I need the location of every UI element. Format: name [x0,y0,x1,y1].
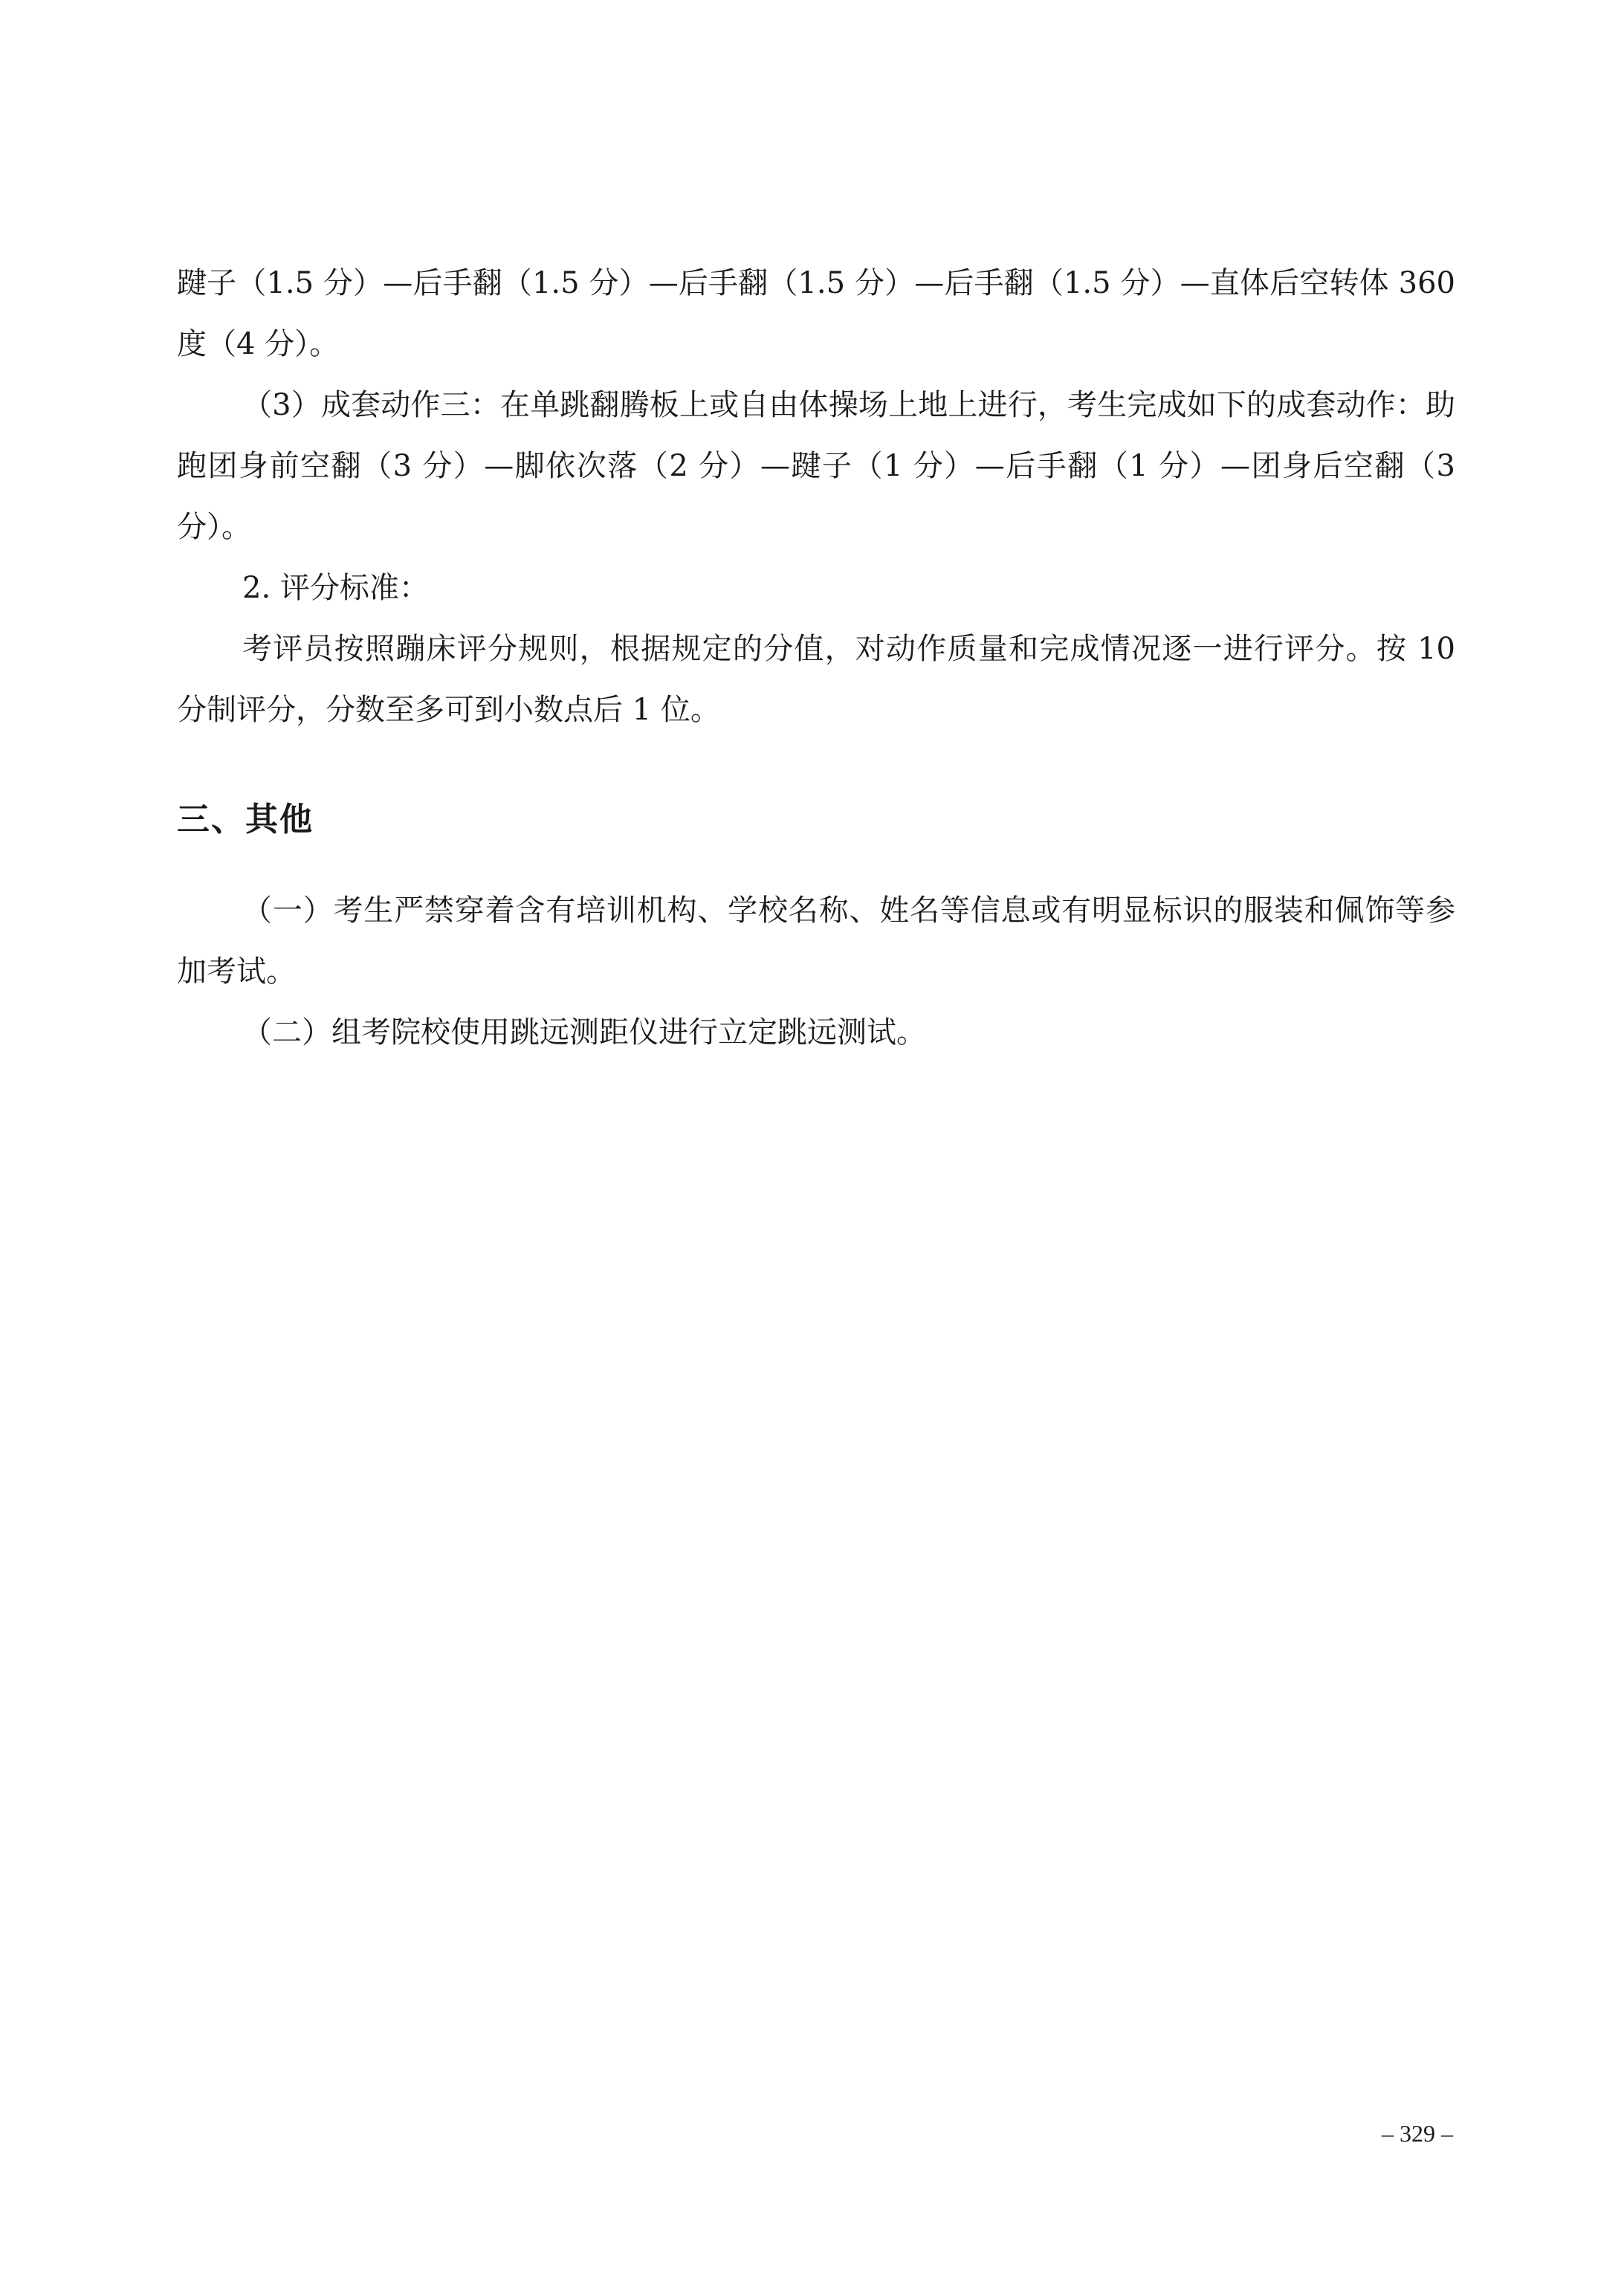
paragraph-movement-two-continued: 踺子（1.5 分）—后手翻（1.5 分）—后手翻（1.5 分）—后手翻（1.5 分）—直体后空转体 360 度（4 分）。 [177,266,1455,361]
paragraph-dress-code: （一）考生严禁穿着含有培训机构、学校名称、姓名等信息或有明显标识的服装和佩饰等参加考试。 [177,893,1455,989]
paragraph-scoring-title: 2. 评分标准： [242,571,429,605]
section-heading-other: 三、其他 [177,801,314,838]
paragraph-movement-three: （3）成套动作三：在单跳翻腾板上或自由体操场上地上进行，考生完成如下的成套动作：助跑团身前空翻（3 分）—脚依次落（2 分）—踺子（1 分）—后手翻（1 分）—团身后空翻（3 分）。 [177,388,1455,544]
paragraph-scoring-rules: 考评员按照蹦床评分规则，根据规定的分值，对动作质量和完成情况逐一进行评分。按 10 分制评分，分数至多可到小数点后 1 位。 [177,632,1455,727]
page-content [177,253,1455,1063]
paragraph-long-jump-device: （二）组考院校使用跳远测距仪进行立定跳远测试。 [242,1015,926,1050]
page-number: – 329 – [1382,2120,1453,2147]
